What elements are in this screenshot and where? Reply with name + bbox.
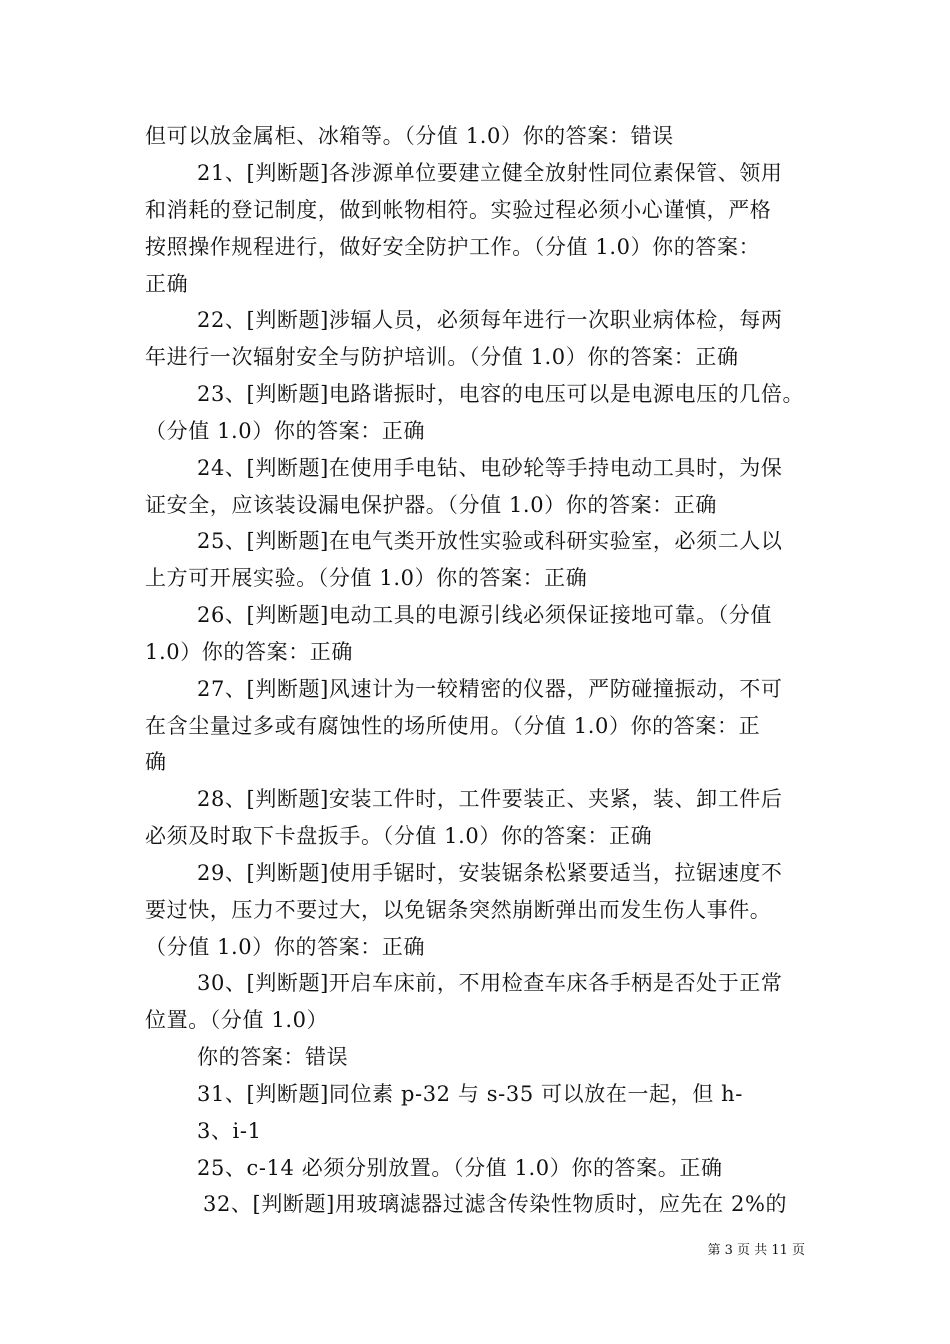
question-28-line: 28、[判断题]安装工件时，工件要装正、夹紧，装、卸工件后 bbox=[197, 787, 783, 811]
text-line: 3、i-1 bbox=[197, 1119, 262, 1143]
text-line: 但可以放金属柜、冰箱等。（分值 1.0）你的答案：错误 bbox=[145, 124, 674, 148]
page-number: 第 3 页 共 11 页 bbox=[707, 1243, 805, 1258]
question-21-line: 21、[判断题]各涉源单位要建立健全放射性同位素保管、领用 bbox=[197, 161, 783, 185]
text-line: 25、c-14 必须分别放置。（分值 1.0）你的答案。正确 bbox=[197, 1156, 723, 1180]
text-line: 证安全，应该装设漏电保护器。（分值 1.0）你的答案：正确 bbox=[145, 493, 717, 517]
question-26-line: 26、[判断题]电动工具的电源引线必须保证接地可靠。（分值 bbox=[197, 603, 773, 627]
text-line: 确 bbox=[145, 750, 167, 774]
text-line: 按照操作规程进行，做好安全防护工作。（分值 1.0）你的答案： bbox=[145, 235, 761, 259]
question-23-line: 23、[判断题]电路谐振时，电容的电压可以是电源电压的几倍。 bbox=[197, 382, 805, 406]
question-24-line: 24、[判断题]在使用手电钻、电砂轮等手持电动工具时，为保 bbox=[197, 456, 783, 480]
text-line: 年进行一次辐射安全与防护培训。（分值 1.0）你的答案：正确 bbox=[145, 345, 739, 369]
text-line: 上方可开展实验。（分值 1.0）你的答案：正确 bbox=[145, 566, 588, 590]
question-27-line: 27、[判断题]风速计为一较精密的仪器，严防碰撞振动，不可 bbox=[197, 677, 783, 701]
question-29-line: 29、[判断题]使用手锯时，安装锯条松紧要适当，拉锯速度不 bbox=[197, 861, 783, 885]
question-30-line: 30、[判断题]开启车床前，不用检查车床各手柄是否处于正常 bbox=[197, 971, 783, 995]
text-line: 1.0）你的答案：正确 bbox=[145, 640, 353, 664]
text-line: 位置。（分值 1.0） bbox=[145, 1008, 329, 1032]
question-22-line: 22、[判断题]涉辐人员，必须每年进行一次职业病体检，每两 bbox=[197, 308, 783, 332]
text-line: （分值 1.0）你的答案：正确 bbox=[145, 935, 426, 959]
text-line: 在含尘量过多或有腐蚀性的场所使用。（分值 1.0）你的答案：正 bbox=[145, 714, 761, 738]
question-32-line: 32、[判断题]用玻璃滤器过滤含传染性物质时，应先在 2%的 bbox=[203, 1192, 788, 1216]
question-31-line: 31、[判断题]同位素 p-32 与 s-35 可以放在一起，但 h- bbox=[197, 1082, 743, 1106]
text-line: 必须及时取下卡盘扳手。（分值 1.0）你的答案：正确 bbox=[145, 824, 653, 848]
answer-line: 你的答案：错误 bbox=[197, 1045, 349, 1069]
question-25-line: 25、[判断题]在电气类开放性实验或科研实验室，必须二人以 bbox=[197, 529, 783, 553]
text-line: （分值 1.0）你的答案：正确 bbox=[145, 419, 426, 443]
text-line: 要过快，压力不要过大，以免锯条突然崩断弹出而发生伤人事件。 bbox=[145, 898, 772, 922]
text-line: 和消耗的登记制度，做到帐物相符。实验过程必须小心谨慎，严格 bbox=[145, 198, 772, 222]
text-line: 正确 bbox=[145, 272, 189, 296]
